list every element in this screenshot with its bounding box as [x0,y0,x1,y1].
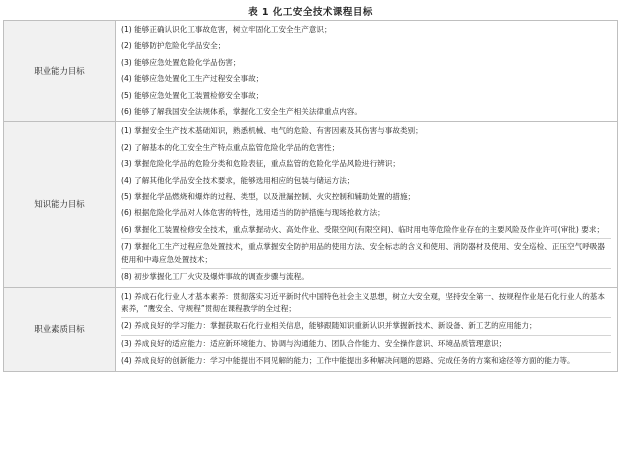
table-row [4,122,618,287]
list-item: (4) 能够应急处置化工生产过程安全事故； [121,74,264,84]
list-item: (3) 掌握危险化学品的危险分类和危险表征，重点监管的危险化学品风险进行辨识； [121,159,400,169]
row-label-knowledge: 知识能力目标 [4,122,116,287]
list-item: (1) 养成石化行业人才基本素养：贯彻落实习近平新时代中国特色社会主义思想，树立大安全观，坚持安全第一、按规程作业是石化行业人的基本素养，“鹰安全、守规程”贯彻在课程教学的全过程； [121,291,605,313]
list-item: (5) 能够应急处置化工装置检修安全事故； [121,90,264,100]
list-item: (6) 能够了解我国安全法规体系，掌握化工安全生产相关法律重点内容。 [121,107,362,117]
list-item: (3) 养成良好的适应能力：适应新环境能力、协调与沟通能力、团队合作能力、安全操作意识、环境品质管理意识； [121,335,611,352]
list-item: (1) 能够正确认识化工事故危害，树立牢固化工安全生产意识； [121,25,332,34]
list-item: (2) 了解基本的化工安全生产特点重点监管危险化学品的危害性； [121,142,340,152]
row-label-vocational: 职业能力目标 [4,21,116,122]
list-item: (4) 了解其他化学品安全技术要求，能够选用相应的包装与储运方法； [121,175,355,185]
row-content-quality [116,287,618,371]
table-row [4,21,618,122]
list-item: (8) 初步掌握化工厂火灾及爆炸事故的调查步骤与流程。 [121,268,611,285]
course-goals-table [3,20,618,372]
table-row [4,287,618,371]
list-item: (7) 掌握化工生产过程应急处置技术，重点掌握安全防护用品的使用方法、安全标志的含义和使用、消防器材及使用、安全巡检、正压空气呼吸器使用和中毒应急处置技术； [121,238,611,268]
row-label-quality: 职业素质目标 [4,287,116,371]
list-item: (6) 掌握化工装置检修安全技术，重点掌握动火、高处作业、受限空间(有限空间)、临时用电等危险作业存在的主要风险及作业许可(审批) 要求； [121,224,605,234]
list-item: (2) 能够防护危险化学品安全； [121,41,226,51]
row-content-vocational [116,21,618,122]
list-item: (5) 掌握化学品燃烧和爆炸的过程、类型，以及泄漏控制、火灾控制和辅助处置的措施； [121,192,416,202]
list-item: (2) 养成良好的学习能力：掌握获取石化行业相关信息，能够跟随知识重新认识并掌握新技术、新设备、新工艺的应用能力； [121,317,611,334]
table-caption: 表 1 化工安全技术课程目标 [248,7,373,18]
list-item: (3) 能够应急处置危险化学品伤害； [121,57,241,67]
row-content-knowledge [116,122,618,287]
list-item: (4) 养成良好的创新能力：学习中能提出不同见解的能力；工作中能提出多种解决问题的思路、完成任务的方案和途径等方面的能力等。 [121,352,611,369]
list-item: (1) 掌握安全生产技术基础知识，熟悉机械、电气的危险、有害因素及其伤害与事故类别； [121,126,423,136]
list-item: (6) 根据危险化学品对人体危害的特性，选用适当的防护措施与现场抢救方法； [121,208,385,218]
